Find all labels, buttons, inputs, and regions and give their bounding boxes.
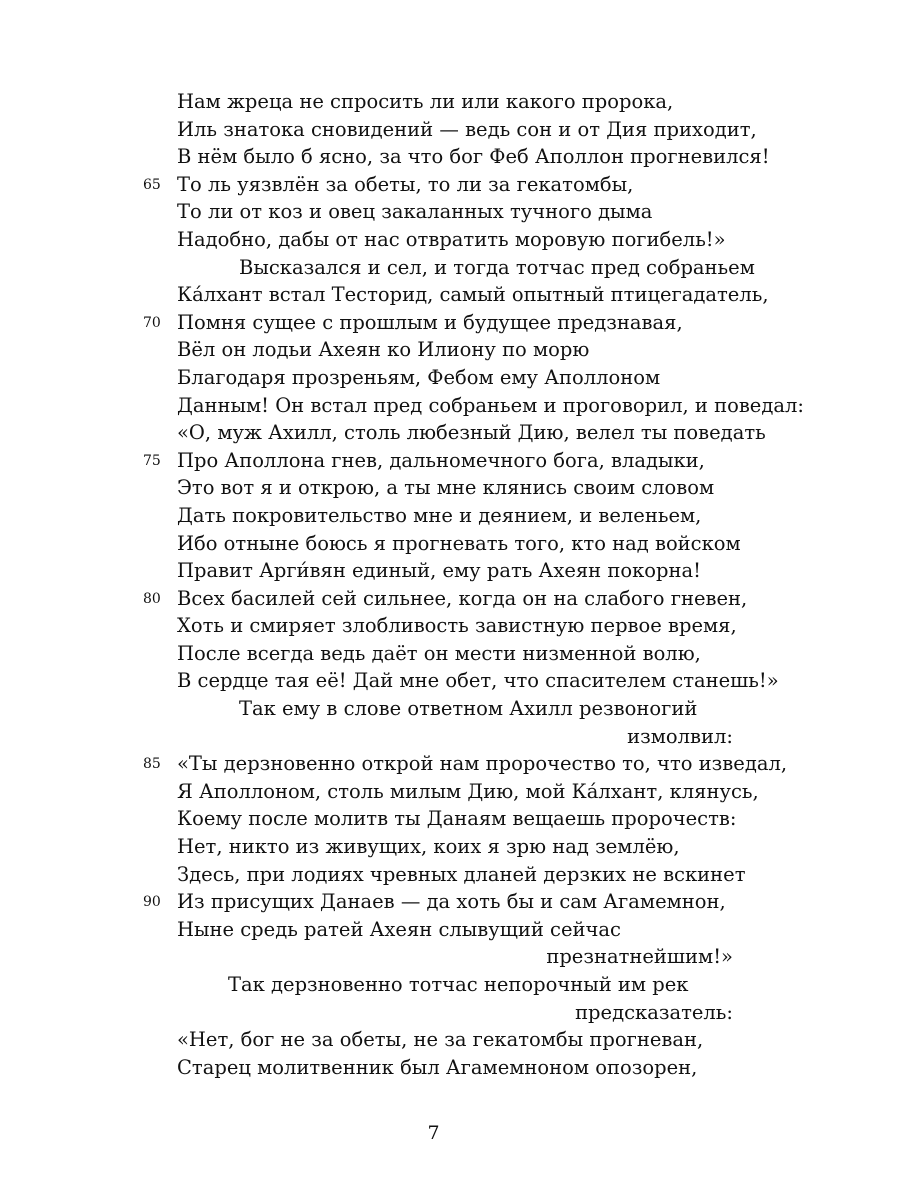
verse-line <box>0 585 900 613</box>
verse-text: Так ему в слове ответном Ахилл резвоногий <box>239 697 698 721</box>
verse-line <box>0 254 900 282</box>
verse-text: презнатнейшим!» <box>546 945 733 969</box>
verse-line <box>0 971 900 999</box>
verse-line <box>0 336 900 364</box>
verse-line <box>0 557 900 585</box>
verse-text: Высказался и сел, и тогда тотчас пред собраньем <box>239 255 755 279</box>
verse-text: измолвил: <box>627 724 733 748</box>
verse-line <box>0 226 900 254</box>
verse-text: То ли от коз и овец закаланных тучного дыма <box>177 200 653 224</box>
verse-text: «Нет, бог не за обеты, не за гекатомбы прогневан, <box>177 1028 704 1052</box>
verse-text: Нет, никто из живущих, коих я зрю над землёю, <box>177 835 680 859</box>
verse-text: Дать покровительство мне и деянием, и веленьем, <box>177 503 702 527</box>
line-number: 90 <box>143 894 161 911</box>
verse-line-continuation <box>0 723 900 751</box>
verse-line <box>0 364 900 392</box>
verse-line <box>0 1054 900 1082</box>
verse-text: Ныне средь ратей Ахеян слывущий сейчас <box>177 917 621 941</box>
verse-line <box>0 88 900 116</box>
verse-text: Это вот я и открою, а ты мне клянись своим словом <box>177 476 715 500</box>
verse-text: Старец молитвенник был Агамемноном опозорен, <box>177 1055 698 1079</box>
verse-text: Надобно, дабы от нас отвратить моровую погибель!» <box>177 227 726 251</box>
verse-line <box>0 833 900 861</box>
verse-text: Благодаря прозреньям, Фебом ему Аполлоном <box>177 365 661 389</box>
verse-line <box>0 447 900 475</box>
verse-text: Ка́лхант встал Тесторид, самый опытный птицегадатель, <box>177 283 769 307</box>
verse-line <box>0 530 900 558</box>
verse-line <box>0 171 900 199</box>
verse-line <box>0 116 900 144</box>
verse-text: Про Аполлона гнев, дальномечного бога, владыки, <box>177 448 705 472</box>
verse-text: Хоть и смиряет злобливость завистную первое время, <box>177 614 737 638</box>
verse-text: Здесь, при лодиях чревных дланей дерзких не вскинет <box>177 862 746 886</box>
line-number: 80 <box>143 590 161 607</box>
verse-line <box>0 143 900 171</box>
verse-text: Данным! Он встал пред собраньем и проговорил, и поведал: <box>177 393 804 417</box>
verse-line <box>0 861 900 889</box>
verse-text: Так дерзновенно тотчас непорочный им рек <box>228 973 689 996</box>
verse-line <box>0 392 900 420</box>
verse-text: Правит Арги́вян единый, ему рать Ахеян покорна! <box>177 559 701 583</box>
verse-line <box>0 419 900 447</box>
line-number: 70 <box>143 314 161 331</box>
verse-line <box>0 778 900 806</box>
verse-text: предсказатель: <box>575 1000 733 1024</box>
verse-text: После всегда ведь даёт он мести низменной волю, <box>177 641 701 665</box>
verse-text: «О, муж Ахилл, столь любезный Дию, велел ты поведать <box>177 421 766 445</box>
verse-text: В сердце тая её! Дай мне обет, что спасителем станешь!» <box>177 669 779 693</box>
verse-line <box>0 750 900 778</box>
verse-line-continuation <box>0 943 900 971</box>
page-number: 7 <box>427 1122 440 1144</box>
verse-text: Коему после молитв ты Данаям вещаешь пророчеств: <box>177 807 737 831</box>
verse-line-continuation <box>0 999 900 1027</box>
verse-text: Помня сущее с прошлым и будущее предзнавая, <box>177 310 683 334</box>
verse-text: В нём было б ясно, за что бог Феб Аполлон прогневился! <box>177 145 770 169</box>
verse-line <box>0 502 900 530</box>
verse-line <box>0 1026 900 1054</box>
line-number: 85 <box>143 756 161 773</box>
verse-line <box>0 612 900 640</box>
line-number: 65 <box>143 176 161 193</box>
verse-line <box>0 198 900 226</box>
verse-text: «Ты дерзновенно открой нам пророчество то, что изведал, <box>177 752 788 776</box>
verse-text: Иль знатока сновидений — ведь сон и от Дия приходит, <box>177 117 757 141</box>
verse-line <box>0 695 900 723</box>
verse-line <box>0 309 900 337</box>
verse-text: Я Аполлоном, столь милым Дию, мой Ка́лхант, клянусь, <box>177 779 759 803</box>
verse-line <box>0 640 900 668</box>
verse-text: Ибо отныне боюсь я прогневать того, кто над войском <box>177 531 741 555</box>
verse-line <box>0 281 900 309</box>
verse-line <box>0 916 900 944</box>
verse-text: Из присущих Данаев — да хоть бы и сам Агамемнон, <box>177 890 726 914</box>
verse-line <box>0 805 900 833</box>
verse-line <box>0 667 900 695</box>
verse-line <box>0 474 900 502</box>
line-number: 75 <box>143 452 161 469</box>
verse-text: Всех басилей сей сильнее, когда он на слабого гневен, <box>177 586 748 610</box>
verse-text: То ль уязвлён за обеты, то ли за гекатомбы, <box>177 172 634 196</box>
poem-text <box>0 88 900 1081</box>
verse-text: Нам жреца не спросить ли или какого пророка, <box>177 90 674 113</box>
verse-text: Вёл он лодьи Ахеян ко Илиону по морю <box>177 338 590 362</box>
verse-line <box>0 888 900 916</box>
